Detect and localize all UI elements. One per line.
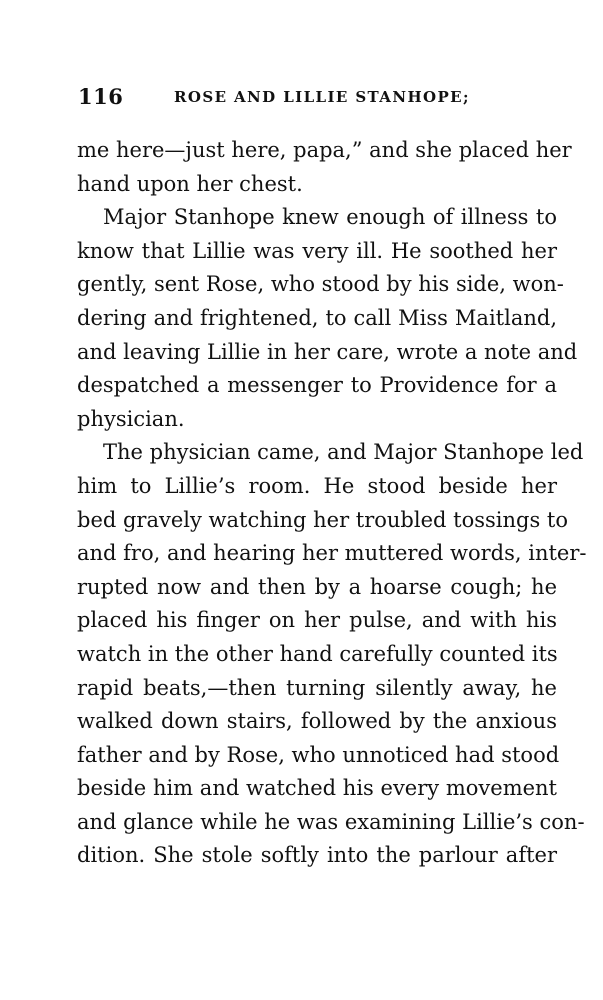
text-line-3: Major Stanhope knew enough of illness to bbox=[103, 205, 557, 230]
text-line-13: and fro, and hearing her muttered words, inter- bbox=[77, 541, 587, 566]
text-line-20: beside him and watched his every movement bbox=[77, 776, 557, 801]
text-line-4: know that Lillie was very ill. He soothed her bbox=[77, 238, 557, 263]
text-line-17: rapid beats,—then turning silently away, he bbox=[77, 675, 557, 700]
text-line-10: The physician came, and Major Stanhope led bbox=[103, 440, 584, 465]
page-number: 116 bbox=[78, 84, 124, 109]
text-line-22: dition. She stole softly into the parlour after bbox=[77, 843, 557, 868]
body-text bbox=[77, 134, 587, 873]
text-line-2: hand upon her chest. bbox=[77, 171, 303, 196]
text-line-16: watch in the other hand carefully counted its bbox=[77, 641, 558, 666]
text-line-11: him to Lillie’s room. He stood beside her bbox=[77, 473, 557, 498]
text-line-5: gently, sent Rose, who stood by his side, won- bbox=[77, 272, 564, 297]
text-line-9: physician. bbox=[77, 406, 185, 431]
running-title: ROSE AND LILLIE STANHOPE; bbox=[174, 88, 470, 106]
running-head bbox=[78, 84, 558, 114]
text-line-12: bed gravely watching her troubled tossings to bbox=[77, 507, 568, 532]
text-line-14: rupted now and then by a hoarse cough; he bbox=[77, 574, 557, 599]
text-line-6: dering and frightened, to call Miss Maitland, bbox=[77, 305, 557, 330]
text-line-8: despatched a messenger to Providence for a bbox=[77, 373, 557, 398]
text-line-21: and glance while he was examining Lillie’s con- bbox=[77, 809, 585, 834]
text-line-19: father and by Rose, who unnoticed had stood bbox=[77, 742, 560, 767]
text-line-15: placed his finger on her pulse, and with his bbox=[77, 608, 557, 633]
text-line-18: walked down stairs, followed by the anxious bbox=[77, 709, 557, 734]
text-line-7: and leaving Lillie in her care, wrote a note and bbox=[77, 339, 578, 364]
text-line-1: me here—just here, papa,” and she placed her bbox=[77, 138, 572, 162]
